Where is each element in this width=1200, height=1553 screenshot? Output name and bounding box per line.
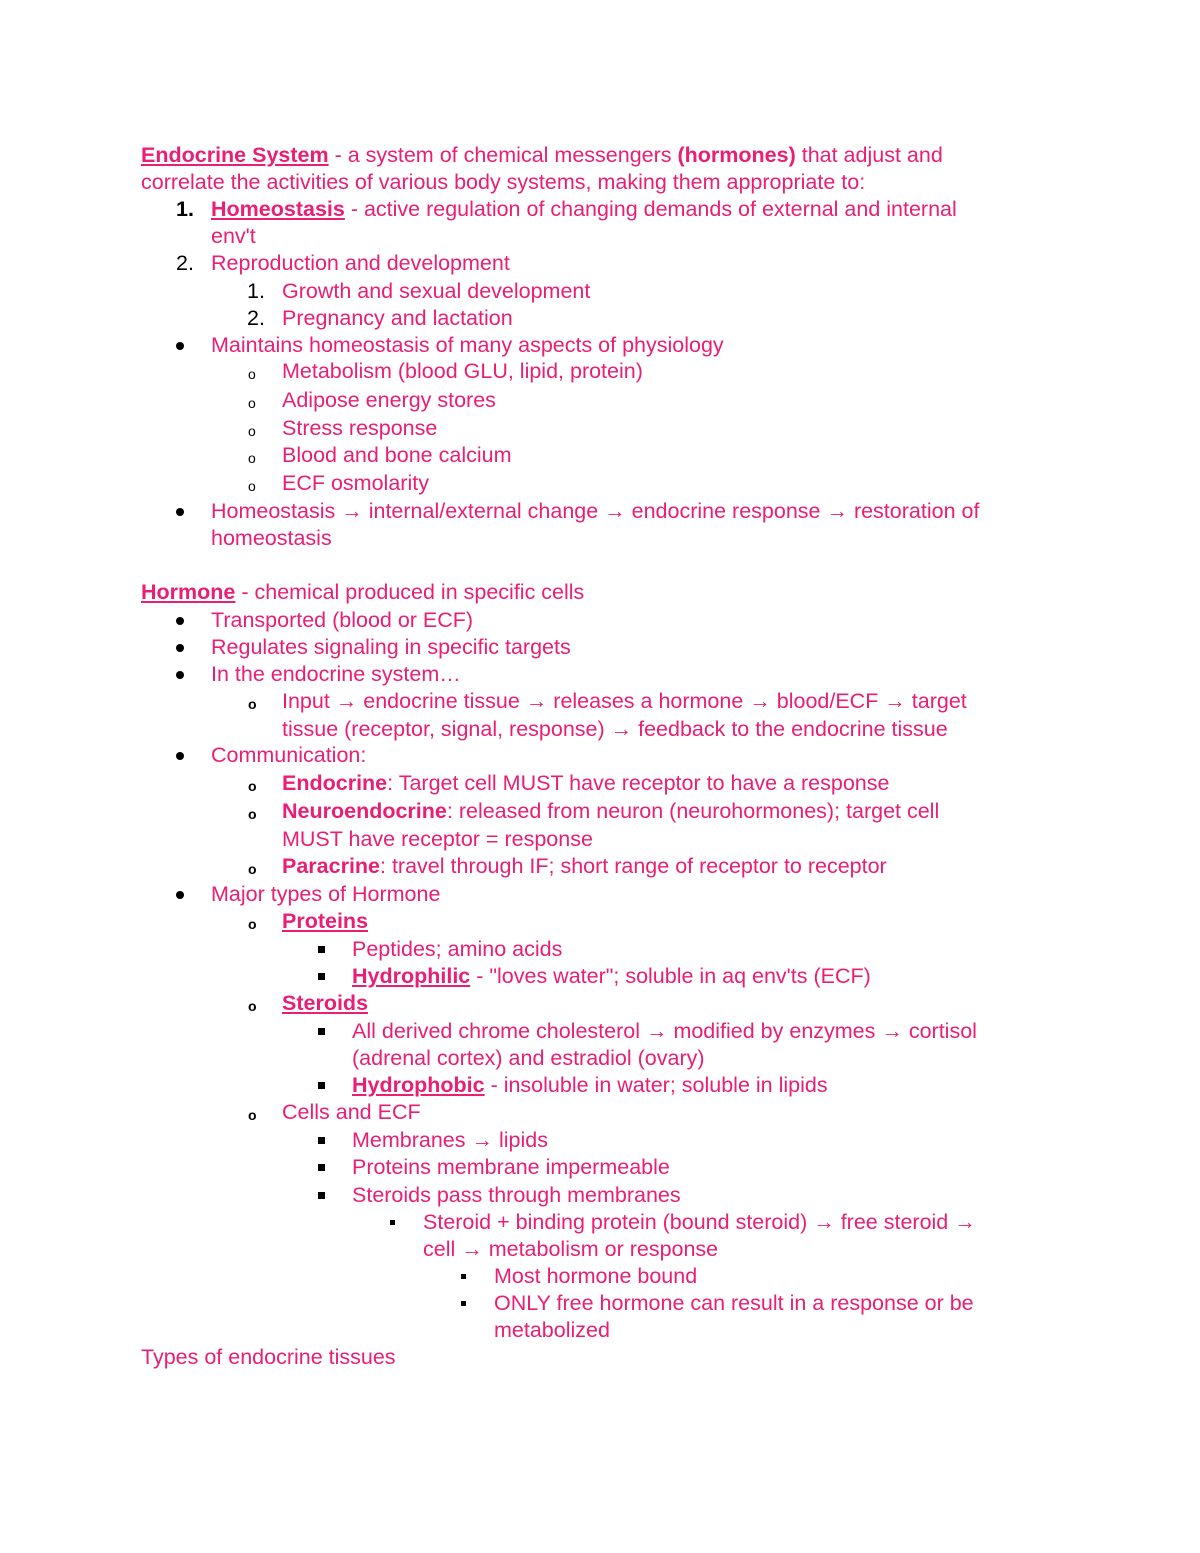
endocrine-system-line bbox=[141, 142, 943, 169]
hydrophobic-item bbox=[352, 1072, 828, 1099]
derived-continuation: (adrenal cortex) and estradiol (ovary) bbox=[352, 1046, 705, 1070]
bullet-icon bbox=[176, 342, 184, 350]
square-bullet-icon bbox=[318, 1192, 325, 1199]
circle-bullet-icon: o bbox=[248, 806, 257, 822]
metabolism-item: Metabolism (blood GLU, lipid, protein) bbox=[282, 359, 643, 383]
homeostasis-term: Homeostasis bbox=[211, 197, 345, 221]
hydrophobic-term: Hydrophobic bbox=[352, 1073, 485, 1097]
hydrophobic-description: - insoluble in water; soluble in lipids bbox=[484, 1073, 828, 1097]
paracrine-item bbox=[282, 853, 887, 880]
circle-bullet-icon: o bbox=[248, 916, 257, 932]
derived-item: All derived chrome cholesterol → modified by enzymes → cortisol bbox=[352, 1019, 977, 1043]
membranes-item: Membranes → lipids bbox=[352, 1128, 548, 1152]
proteins-heading: Proteins bbox=[282, 909, 369, 933]
circle-bullet-icon: o bbox=[248, 395, 256, 411]
square-bullet-icon bbox=[318, 946, 325, 953]
hormone-definition: - chemical produced in specific cells bbox=[235, 580, 585, 604]
square-bullet-icon bbox=[318, 1164, 325, 1171]
transported-item: Transported (blood or ECF) bbox=[211, 608, 474, 632]
regulates-item: Regulates signaling in specific targets bbox=[211, 635, 571, 659]
pregnancy-item: Pregnancy and lactation bbox=[282, 306, 513, 330]
paracrine-term: Paracrine bbox=[282, 854, 381, 878]
hydrophilic-term: Hydrophilic bbox=[352, 964, 471, 988]
square-bullet-icon bbox=[318, 1028, 325, 1035]
hormone-line bbox=[141, 579, 584, 606]
bullet-icon bbox=[176, 617, 184, 625]
reproduction-item: Reproduction and development bbox=[211, 251, 510, 275]
in-system-item: In the endocrine system… bbox=[211, 662, 461, 686]
definition-text: - a system of chemical messengers bbox=[328, 143, 678, 167]
circle-bullet-icon: o bbox=[248, 450, 256, 466]
steroids-heading: Steroids bbox=[282, 991, 369, 1015]
endocrine-description: : Target cell MUST have receptor to have a response bbox=[387, 771, 890, 795]
list-number-1: 1. bbox=[176, 197, 194, 221]
ecf-osmolarity-item: ECF osmolarity bbox=[282, 471, 429, 495]
definition-line-2: correlate the activities of various body systems, making them appropriate to: bbox=[141, 170, 866, 194]
list-number-2: 2. bbox=[176, 251, 194, 275]
circle-bullet-icon: o bbox=[248, 778, 257, 794]
hydrophilic-description: - "loves water"; soluble in aq env'ts (ECF) bbox=[470, 964, 871, 988]
neuroendocrine-term: Neuroendocrine bbox=[282, 799, 447, 823]
communication-item: Communication: bbox=[211, 743, 367, 767]
bullet-icon bbox=[176, 671, 184, 679]
bullet-icon bbox=[176, 752, 184, 760]
circle-bullet-icon: o bbox=[248, 1107, 257, 1123]
most-bound-item: Most hormone bound bbox=[494, 1264, 698, 1288]
maintains-item: Maintains homeostasis of many aspects of physiology bbox=[211, 333, 724, 357]
binding-continuation: cell → metabolism or response bbox=[423, 1237, 719, 1261]
square-bullet-icon bbox=[318, 973, 325, 980]
sublist-number-2: 2. bbox=[247, 306, 265, 330]
free-hormone-continuation: metabolized bbox=[494, 1318, 610, 1342]
hydrophilic-item bbox=[352, 963, 871, 990]
hormone-term: Hormone bbox=[141, 580, 236, 604]
definition-text-end: that adjust and bbox=[795, 143, 943, 167]
paracrine-description: : travel through IF; short range of receptor to receptor bbox=[380, 854, 887, 878]
endocrine-system-term: Endocrine System bbox=[141, 143, 329, 167]
circle-bullet-icon: o bbox=[248, 696, 257, 712]
stress-item: Stress response bbox=[282, 416, 438, 440]
endocrine-comm-item bbox=[282, 770, 889, 797]
homeostasis-continuation: env't bbox=[211, 224, 256, 248]
circle-bullet-icon: o bbox=[248, 423, 256, 439]
adipose-item: Adipose energy stores bbox=[282, 388, 496, 412]
free-hormone-item: ONLY free hormone can result in a response or be bbox=[494, 1291, 974, 1315]
small-square-bullet-icon bbox=[390, 1220, 395, 1225]
growth-item: Growth and sexual development bbox=[282, 279, 591, 303]
peptides-item: Peptides; amino acids bbox=[352, 937, 563, 961]
homeostasis-chain-item: Homeostasis → internal/external change → endocrine response → restoration of bbox=[211, 499, 980, 523]
bullet-icon bbox=[176, 508, 184, 516]
steroids-pass-item: Steroids pass through membranes bbox=[352, 1183, 681, 1207]
input-chain-item: Input → endocrine tissue → releases a hormone → blood/ECF → target bbox=[282, 689, 967, 713]
calcium-item: Blood and bone calcium bbox=[282, 443, 512, 467]
hormones-bold: (hormones) bbox=[677, 143, 796, 167]
homeostasis-definition: - active regulation of changing demands of external and internal bbox=[344, 197, 957, 221]
neuroendocrine-continuation: MUST have receptor = response bbox=[282, 827, 593, 851]
circle-bullet-icon: o bbox=[248, 478, 256, 494]
circle-bullet-icon: o bbox=[248, 998, 257, 1014]
input-chain-continuation: tissue (receptor, signal, response) → feedback to the endocrine tissue bbox=[282, 717, 948, 741]
square-bullet-icon bbox=[318, 1137, 325, 1144]
major-types-item: Major types of Hormone bbox=[211, 882, 441, 906]
types-of-endocrine-tissues: Types of endocrine tissues bbox=[141, 1345, 396, 1369]
circle-bullet-icon: o bbox=[248, 861, 257, 877]
binding-item: Steroid + binding protein (bound steroid) → free steroid → bbox=[423, 1210, 976, 1234]
small-square-bullet-icon bbox=[461, 1301, 466, 1306]
neuroendocrine-item bbox=[282, 798, 939, 825]
homeostasis-item bbox=[211, 196, 957, 223]
small-square-bullet-icon bbox=[461, 1274, 466, 1279]
neuroendocrine-description: : released from neuron (neurohormones); target cell bbox=[446, 799, 940, 823]
sublist-number-1: 1. bbox=[247, 279, 265, 303]
circle-bullet-icon: o bbox=[248, 366, 256, 382]
square-bullet-icon bbox=[318, 1082, 325, 1089]
bullet-icon bbox=[176, 891, 184, 899]
endocrine-term: Endocrine bbox=[282, 771, 388, 795]
bullet-icon bbox=[176, 644, 184, 652]
impermeable-item: Proteins membrane impermeable bbox=[352, 1155, 670, 1179]
cells-ecf-item: Cells and ECF bbox=[282, 1100, 421, 1124]
homeostasis-chain-continuation: homeostasis bbox=[211, 526, 332, 550]
